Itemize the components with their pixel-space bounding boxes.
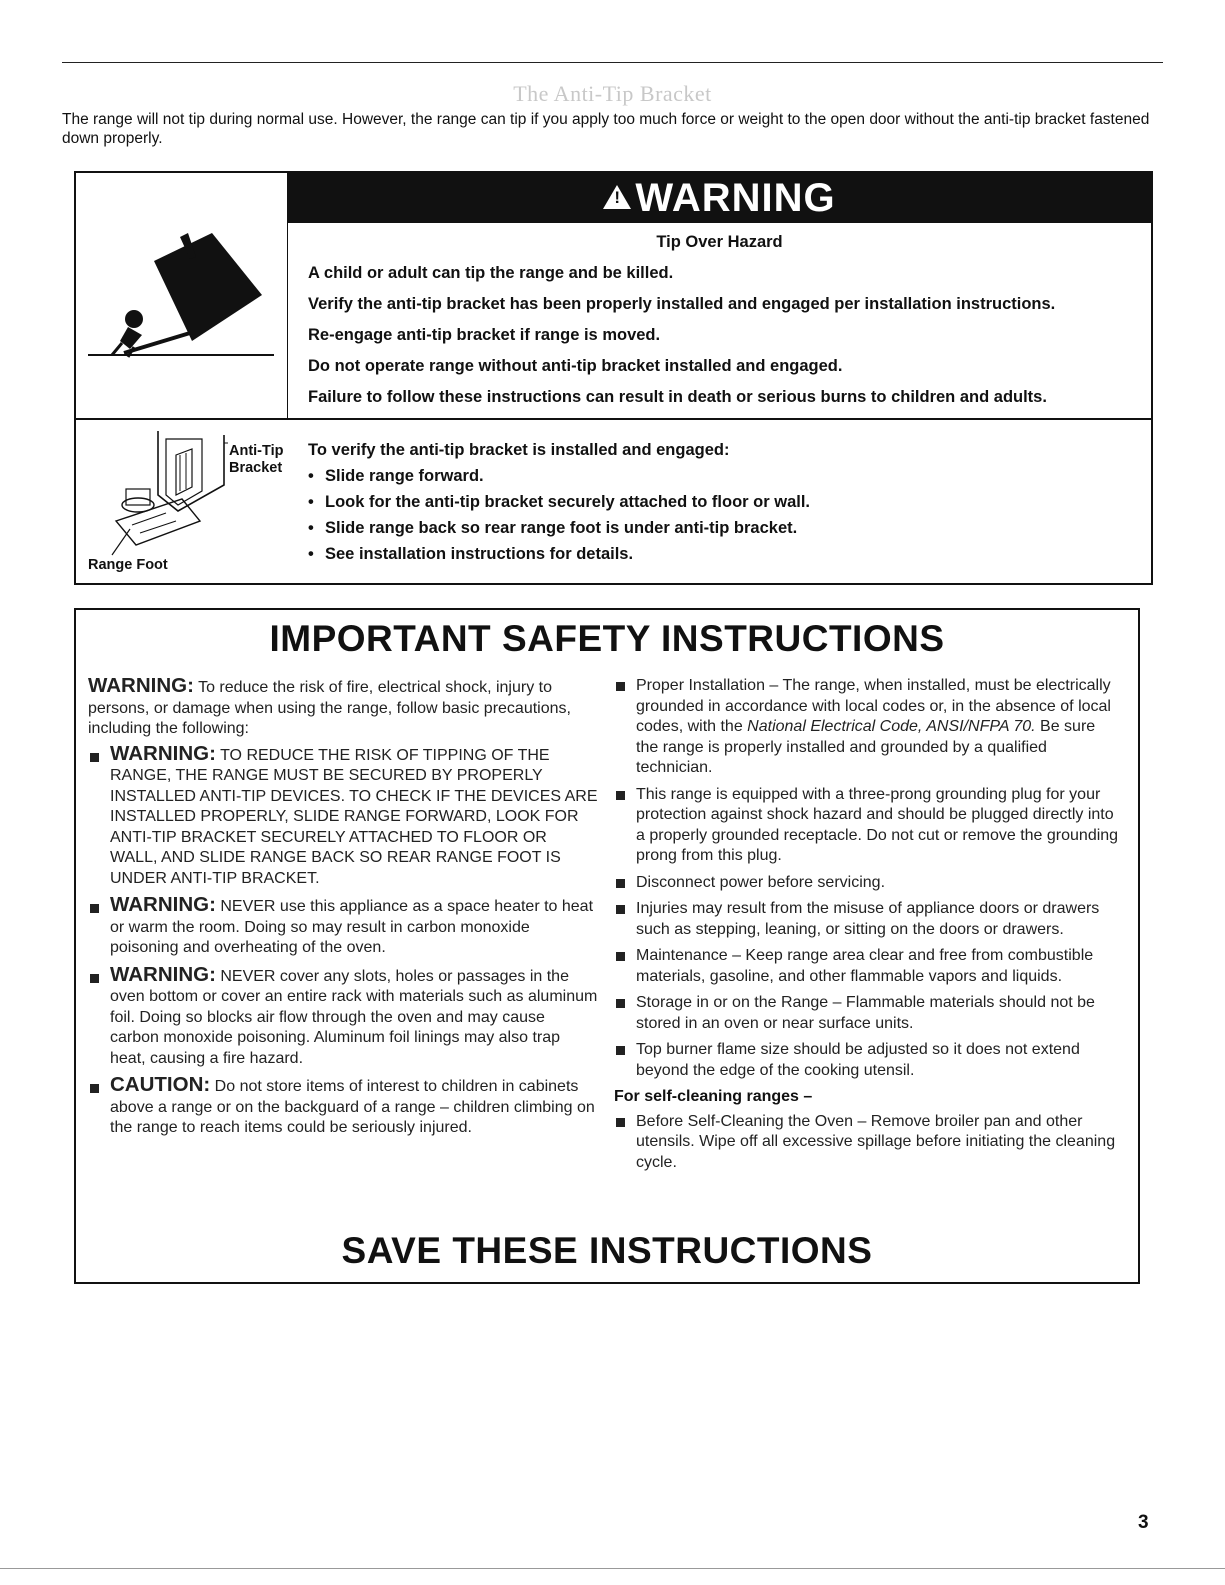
safety-instructions-box	[74, 608, 1140, 1284]
save-instructions-title: SAVE THESE INSTRUCTIONS	[341, 1230, 873, 1271]
list-item: Before Self-Cleaning the Oven – Remove broiler pan and other utensils. Wipe off all excessive spillage before initiating the cleaning cycle.	[614, 1112, 1119, 1174]
list-item: Injuries may result from the misuse of appliance doors or drawers such as stepping, leaning, or sitting on the doors or drawers.	[614, 899, 1119, 940]
safety-left-column	[88, 676, 598, 1145]
hazard-title: Tip Over Hazard	[656, 233, 783, 251]
list-item: WARNING: NEVER cover any slots, holes or passages in the oven bottom or cover an entire rack with materials such as aluminum foil. Doing so blocks air flow through the oven and may cause carbon monoxide poisoning. Aluminum foil linings may also trap heat, causing a fire hazard.	[88, 965, 598, 1070]
warning-line: Failure to follow these instructions can result in death or serious burns to children and adults.	[308, 388, 1047, 406]
bullet-square-icon	[90, 753, 99, 762]
verify-list	[308, 465, 810, 569]
warning-box	[74, 171, 1153, 585]
warning-header-text: WARNING	[635, 176, 836, 220]
warning-line: Re-engage anti-tip bracket if range is moved.	[308, 326, 661, 344]
bullet-square-icon	[90, 904, 99, 913]
section-title: The Anti-Tip Bracket	[513, 81, 712, 106]
list-item: Proper Installation – The range, when installed, must be electrically grounded in accordance with local codes or, in the absence of local codes, with the National Electrical Code, ANSI/NFPA 70. Be sure the range is properly installed and grounded by a qualified technician.	[614, 676, 1119, 779]
bullet-square-icon	[616, 682, 625, 691]
list-item: Disconnect power before servicing.	[614, 873, 1119, 894]
bullet-square-icon	[616, 1046, 625, 1055]
top-rule	[62, 62, 1163, 63]
list-item: Top burner flame size should be adjusted so it does not extend beyond the edge of the cooking utensil.	[614, 1040, 1119, 1081]
verify-title: To verify the anti-tip bracket is installed and engaged:	[308, 441, 730, 459]
range-foot-label: Range Foot	[88, 557, 168, 573]
bullet-square-icon	[616, 879, 625, 888]
bullet-square-icon	[616, 952, 625, 961]
tip-over-illustration	[84, 223, 280, 363]
warning-triangle-icon	[603, 185, 631, 209]
bracket-label-line: Bracket	[229, 460, 283, 476]
list-item: This range is equipped with a three-prong grounding plug for your protection against shock hazard and should be plugged directly into a properly grounded receptacle. Do not cut or remove the grounding prong from this plug.	[614, 785, 1119, 867]
list-item: WARNING: NEVER use this appliance as a space heater to heat or warm the room. Doing so may result in carbon monoxide poisoning and overheating of the oven.	[88, 895, 598, 959]
warning-header	[288, 173, 1151, 223]
list-item: • Slide range back so rear range foot is under anti-tip bracket.	[308, 519, 798, 537]
anti-tip-bracket-label	[229, 443, 284, 477]
warning-horizontal-divider	[76, 418, 1151, 420]
intro-paragraph: The range will not tip during normal use. However, the range can tip if you apply too much force or weight to the open door without the anti-tip bracket fastened down properly.	[62, 111, 1150, 147]
warning-line: Verify the anti-tip bracket has been properly installed and engaged per installation instructions.	[308, 295, 1056, 313]
list-item: • See installation instructions for details.	[308, 545, 634, 563]
list-item: CAUTION: Do not store items of interest to children in cabinets above a range or on the backguard of a range – children climbing on the range to reach items could be seriously injured.	[88, 1075, 598, 1139]
safety-title: IMPORTANT SAFETY INSTRUCTIONS	[269, 618, 945, 659]
self-cleaning-heading: For self-cleaning ranges –	[614, 1088, 813, 1105]
bullet-square-icon	[616, 1118, 625, 1127]
list-item: WARNING: TO REDUCE THE RISK OF TIPPING OF THE RANGE, THE RANGE MUST BE SECURED BY PROPERLY INSTALLED ANTI-TIP DEVICES. TO CHECK IF THE DEVICES ARE INSTALLED PROPERLY, SLIDE RANGE FORWARD, LOOK FOR ANTI-TIP BRACKET SECURELY ATTACHED TO FLOOR OR WALL, AND SLIDE RANGE BACK SO REAR RANGE FOOT IS UNDER ANTI-TIP BRACKET.	[88, 744, 598, 890]
list-item: • Look for the anti-tip bracket securely attached to floor or wall.	[308, 493, 811, 511]
safety-right-column	[614, 676, 1119, 1179]
list-item: Storage in or on the Range – Flammable materials should not be stored in an oven or near surface units.	[614, 993, 1119, 1034]
warning-lines	[308, 263, 1148, 418]
warning-line: A child or adult can tip the range and be killed.	[308, 264, 674, 282]
bullet-square-icon	[90, 974, 99, 983]
bullet-square-icon	[616, 905, 625, 914]
page-number: 3	[1138, 1512, 1149, 1533]
warning-line: Do not operate range without anti-tip bracket installed and engaged.	[308, 357, 843, 375]
anti-tip-bracket-illustration	[96, 425, 231, 560]
safety-intro: WARNING: To reduce the risk of fire, electrical shock, injury to persons, or damage when using the range, follow basic precautions, including the following:	[88, 674, 571, 737]
bracket-label-line: Anti-Tip	[229, 443, 284, 459]
bullet-square-icon	[616, 791, 625, 800]
bullet-square-icon	[616, 999, 625, 1008]
bottom-rule	[0, 1568, 1225, 1569]
list-item: • Slide range forward.	[308, 467, 484, 485]
bullet-square-icon	[90, 1084, 99, 1093]
list-item: Maintenance – Keep range area clear and free from combustible materials, gasoline, and other flammable vapors and liquids.	[614, 946, 1119, 987]
